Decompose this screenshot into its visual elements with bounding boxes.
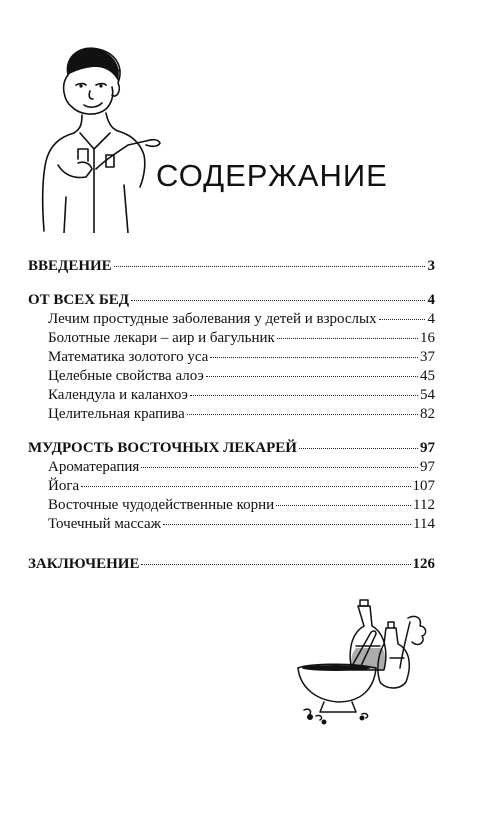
dot-leader — [299, 448, 418, 449]
toc-item[interactable] — [28, 330, 435, 349]
toc-page-number: 4 — [427, 292, 435, 308]
table-of-contents — [28, 258, 435, 575]
dot-leader — [114, 266, 425, 267]
toc-item-label: Болотные лекари – аир и багульник — [48, 330, 275, 346]
toc-item[interactable] — [28, 459, 435, 478]
toc-page-number: 114 — [413, 516, 435, 532]
dot-leader — [276, 505, 411, 506]
page-title: СОДЕРЖАНИЕ — [156, 158, 388, 193]
toc-page-number: 107 — [412, 478, 435, 494]
dot-leader — [163, 524, 411, 525]
toc-page-number: 112 — [413, 497, 435, 513]
toc-section-label: ОТ ВСЕХ БЕД — [28, 292, 130, 308]
toc-item[interactable] — [28, 368, 435, 387]
toc-section-2[interactable] — [28, 440, 435, 459]
toc-page-number: 45 — [420, 368, 435, 384]
dot-leader — [379, 319, 425, 320]
toc-item-label: Йога — [48, 478, 80, 494]
woman-with-spoon-icon — [20, 45, 165, 233]
toc-item[interactable] — [28, 516, 435, 535]
toc-entry-label: ЗАКЛЮЧЕНИЕ — [28, 556, 140, 572]
dot-leader — [141, 467, 418, 468]
toc-section-label: МУДРОСТЬ ВОСТОЧНЫХ ЛЕКАРЕЙ — [28, 440, 297, 456]
toc-item[interactable] — [28, 478, 435, 497]
toc-item-label: Математика золотого уса — [48, 349, 209, 365]
toc-item[interactable] — [28, 349, 435, 368]
dot-leader — [210, 357, 418, 358]
toc-item-label: Календула и каланхоэ — [48, 387, 188, 403]
dot-leader — [131, 300, 425, 301]
dot-leader — [277, 338, 418, 339]
dot-leader — [81, 486, 410, 487]
toc-item-label: Восточные чудодейственные корни — [48, 497, 275, 513]
toc-item-label: Ароматерапия — [48, 459, 140, 475]
toc-page-number: 97 — [420, 459, 435, 475]
toc-item[interactable] — [28, 311, 435, 330]
toc-entry-outro[interactable] — [28, 556, 435, 575]
toc-page-number: 3 — [427, 258, 435, 274]
toc-item-label: Целительная крапива — [48, 406, 185, 422]
toc-item-label: Целебные свойства алоэ — [48, 368, 204, 384]
toc-page-number: 126 — [412, 556, 435, 572]
toc-item[interactable] — [28, 406, 435, 425]
toc-section-1[interactable] — [28, 292, 435, 311]
toc-item[interactable] — [28, 387, 435, 406]
dot-leader — [141, 564, 410, 565]
toc-item-label: Лечим простудные заболевания у детей и взрослых — [48, 311, 377, 327]
toc-entry-intro[interactable] — [28, 258, 435, 277]
toc-page-number: 82 — [420, 406, 435, 422]
toc-page-number: 97 — [420, 440, 435, 456]
toc-item-label: Точечный массаж — [48, 516, 161, 532]
toc-page-number: 37 — [420, 349, 435, 365]
toc-item[interactable] — [28, 497, 435, 516]
dot-leader — [206, 376, 418, 377]
toc-page-number: 4 — [427, 311, 435, 327]
toc-page-number: 54 — [420, 387, 435, 403]
toc-page-number: 16 — [420, 330, 435, 346]
dot-leader — [187, 414, 418, 415]
dot-leader — [190, 395, 418, 396]
mortar-and-bottles-icon — [290, 598, 440, 726]
toc-entry-label: ВВЕДЕНИЕ — [28, 258, 112, 274]
